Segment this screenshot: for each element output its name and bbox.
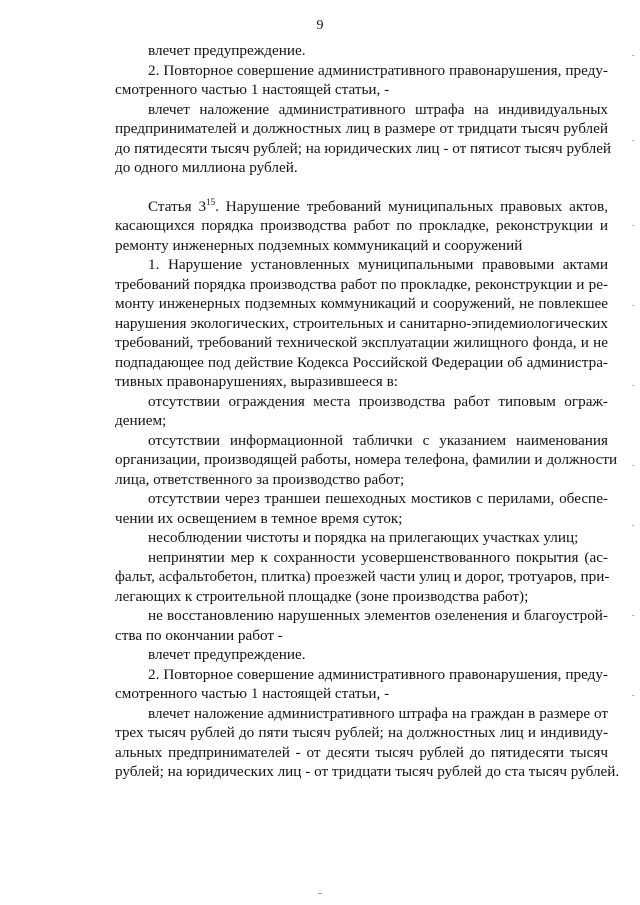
text-line: нарушения экологических, строительных и санитарно-эпидемиологических bbox=[115, 314, 608, 332]
text-line: требований порядка производства работ по прокладке, реконструкции и ре- bbox=[115, 275, 608, 293]
article-heading bbox=[115, 197, 608, 217]
text-line: чении их освещением в темное время суток; bbox=[115, 509, 403, 527]
text-line: альных предпринимателей - от десяти тысяч рублей до пятидесяти тысяч bbox=[115, 743, 608, 761]
text-line: трех тысяч рублей до пяти тысяч рублей; на должностных лиц и индивиду- bbox=[115, 724, 608, 741]
text-line: отсутствии информационной таблички с указанием наименования bbox=[148, 431, 608, 449]
article-heading-line: касающихся порядка производства работ по прокладке, реконструкции и bbox=[115, 217, 608, 234]
text-line: требований, требований технической эксплуатации жилищного фонда, и не bbox=[115, 334, 608, 351]
text-line: рублей; на юридических лиц - от тридцати тысяч рублей до ста тысяч рублей. bbox=[115, 763, 620, 780]
text-line: смотренного частью 1 настоящей статьи, - bbox=[115, 81, 390, 98]
text-line: организации, производящей работы, номера телефона, фамилии и должности bbox=[115, 451, 618, 468]
scan-edge-marks bbox=[630, 55, 634, 755]
text-line: влечет предупреждение. bbox=[148, 42, 306, 59]
text-line: несоблюдении чистоты и порядка на прилегающих участках улиц; bbox=[148, 529, 579, 546]
text-line: до пятидесяти тысяч рублей; на юридических лиц - от пятисот тысяч рублей bbox=[115, 139, 612, 157]
page-number: 9 bbox=[316, 18, 324, 33]
text-line: влечет наложение административного штрафа на индивидуальных bbox=[148, 100, 608, 118]
text-line: 2. Повторное совершение административного правонарушения, преду- bbox=[148, 61, 608, 79]
text-line: влечет предупреждение. bbox=[148, 646, 306, 663]
text-line: монту инженерных подземных коммуникаций и сооружений, не повлекшее bbox=[115, 295, 608, 312]
scan-bottom-mark bbox=[318, 893, 322, 894]
text-line: отсутствии ограждения места производства работ типовым ограж- bbox=[148, 392, 608, 410]
article-heading-line: ремонту инженерных подземных коммуникаций и сооружений bbox=[115, 236, 523, 254]
text-line: дением; bbox=[115, 412, 167, 429]
paragraph-gap bbox=[115, 178, 608, 197]
text-line: ства по окончании работ - bbox=[115, 626, 283, 644]
text-line: 1. Нарушение установленных муниципальными правовыми актами bbox=[148, 256, 608, 273]
text-line: легающих к строительной площадке (зоне производства работ); bbox=[115, 587, 529, 605]
text-line: лица, ответственного за производство работ; bbox=[115, 470, 405, 488]
text-line: 2. Повторное совершение административного правонарушения, преду- bbox=[148, 665, 608, 683]
text-line: влечет наложение административного штрафа на граждан в размере от bbox=[148, 704, 608, 722]
article-label: Статья 3 bbox=[148, 197, 207, 215]
document-body bbox=[115, 41, 620, 782]
text-line: отсутствии через траншеи пешеходных мостиков с перилами, обеспе- bbox=[148, 490, 608, 507]
text-line: не восстановлению нарушенных элементов озеленения и благоустрой- bbox=[148, 607, 608, 624]
article-title: . Нарушение требований муниципальных правовых актов, bbox=[215, 197, 608, 215]
text-line: до одного миллиона рублей. bbox=[115, 159, 298, 176]
text-line: непринятии мер к сохранности усовершенствованного покрытия (ас- bbox=[148, 548, 608, 566]
text-line: предпринимателей и должностных лиц в размере от тридцати тысяч рублей bbox=[115, 120, 608, 137]
text-line: тивных правонарушениях, выразившееся в: bbox=[115, 373, 398, 390]
text-line: фальт, асфальтобетон, плитка) проезжей части улиц и дорог, тротуаров, при- bbox=[115, 568, 610, 585]
text-line: подпадающее под действие Кодекса Российской Федерации об администра- bbox=[115, 353, 608, 371]
text-line: смотренного частью 1 настоящей статьи, - bbox=[115, 685, 390, 702]
article-number-superscript: 15 bbox=[206, 196, 216, 207]
